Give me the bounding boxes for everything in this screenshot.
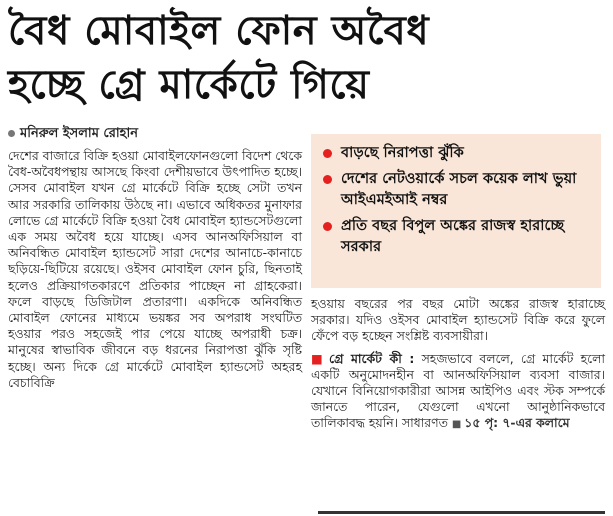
subheading-label: গ্রে মার্কেট কী : [329, 350, 415, 366]
body-paragraph: হওয়ায় বছরের পর বছর মোটা অঙ্কের রাজস্ব হারাচ্ছে সরকার। যদিও ওইসব মোবাইল হ্যান্ডসেট বিক্রি করে ফুলে ফেঁপে বড় হচ্ছেন সংশ্লিষ্ট ব্যবসায়ীরা। [311, 296, 605, 344]
byline-author: মনিরুল ইসলাম রোহান [20, 126, 138, 141]
highlight-item [323, 215, 591, 257]
red-bullet-icon [323, 222, 332, 231]
byline [8, 125, 308, 143]
highlight-item [323, 142, 591, 163]
highlights-box [311, 134, 601, 288]
headline-line-2: হচ্ছে গ্রে মার্কেটে গিয়ে [8, 62, 370, 108]
continuation-note [452, 415, 570, 430]
red-bullet-icon [323, 175, 332, 184]
headline-line-1: বৈধ মোবাইল ফোন অবৈধ [8, 8, 430, 54]
highlight-text: বাড়ছে নিরাপত্তা ঝুঁকি [341, 144, 464, 161]
red-bullet-icon [323, 149, 332, 158]
footer-rule [318, 511, 605, 514]
continuation-marker-icon: ■ [451, 419, 462, 431]
subheading-marker-icon: ■ [311, 350, 327, 366]
continuation-text: ১৫ পৃ: ৭-এর কলামে [464, 415, 570, 431]
subheading-body: সহজভাবে বললে, গ্রে মার্কেট হলো একটি অনুমোদনহীন বা আনঅফিসিয়াল ব্যবসা বাজার। যেখানে বিনিয়োগকারীরা আসন্ন আইপিও এবং স্টক সম্পর্কে জানতে পারেন, যেগুলো এখনো আনুষ্ঠানিকভাবে তালিকাবদ্ধ হয়নি। সাধারণত [311, 350, 605, 431]
headline [8, 4, 608, 112]
body-paragraph [311, 351, 605, 434]
highlight-item [323, 168, 591, 210]
body-column-left: দেশের বাজারে বিক্রি হওয়া মোবাইলফোনগুলো বিদেশ থেকে বৈধ-অবৈধপন্থায় আসছে কিংবা দেশীয়ভাবে উৎপাদিত হচ্ছে। সেসব মোবাইল যখন গ্রে মার্কেটে বিক্রি হচ্ছে সেটা তখন আর সরকারি তালিকায় উঠছে না। এভাবে অধিকতর মুনাফার লোভে গ্রে মার্কেটে বিক্রি হওয়া বৈধ মোবাইল হ্যান্ডসেটগুলো এক সময় অবৈধ হয়ে যাচ্ছে। এসব আনঅফিসিয়াল বা অনিবন্ধিত মোবাইল হ্যান্ডসেট সারা দেশের আনাচে-কানাচে ছড়িয়ে-ছিটিয়ে রয়েছে। ওইসব মোবাইল ফোন চুরি, ছিনতাই হলেও প্রক্রিয়াগতকারণে প্রতিকার পাচ্ছেন না গ্রাহকেরা। ফলে বাড়ছে ডিজিটাল প্রতারণা। একদিকে অনিবন্ধিত মোবাইল ফোনের মাধ্যমে ভয়ঙ্কর সব অপরাধ সংঘটিত হওয়ার পরও সহজেই পার পেয়ে যাচ্ছে অপরাধী চক্র। মানুষের স্বাভাবিক জীবনে বড় ধরনের নিরাপত্তা ঝুঁকি সৃষ্টি হচ্ছে। অন্য দিকে গ্রে মার্কেটে মোবাইল হ্যান্ডসেট অহরহ বেচাবিক্রি [8, 148, 302, 390]
subheading [311, 351, 414, 366]
highlight-text: দেশের নেটওয়ার্কে সচল কয়েক লাখ ভুয়া আইএমইআই নম্বর [341, 170, 577, 208]
byline-bullet-icon [8, 130, 15, 137]
highlight-text: প্রতি বছর বিপুল অঙ্কের রাজস্ব হারাচ্ছে সরকার [341, 217, 565, 255]
body-column-right [311, 296, 605, 434]
